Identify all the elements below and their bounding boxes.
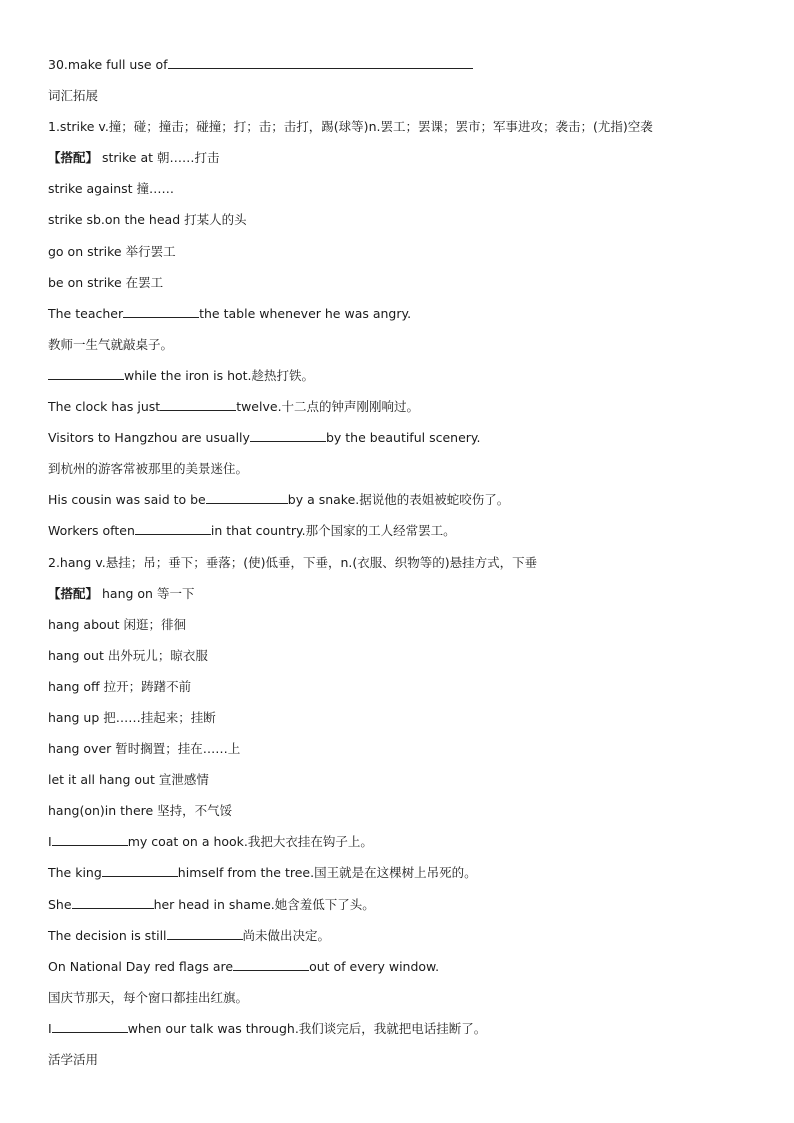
line-text: strike against 撞…… [48,181,175,197]
line-text: 30.make full use of [48,57,168,72]
fill-in-blank[interactable] [160,396,236,411]
text-line [48,1049,748,1080]
text-line [48,831,748,862]
text-line [48,645,748,676]
line-text: the table whenever he was angry. [199,305,412,321]
collocation-label: 【搭配】 [48,585,99,601]
line-text: 尚未做出决定。 [242,927,331,943]
line-text: His cousin was said to be [48,492,206,508]
text-line [48,738,748,769]
text-line [48,489,748,520]
line-text: while the iron is hot.趁热打铁。 [124,367,315,383]
text-line [48,862,748,893]
text-line [48,116,748,147]
text-line [48,178,748,209]
line-text: strike sb.on the head 打某人的头 [48,212,247,228]
fill-in-blank[interactable] [168,54,473,69]
line-text: hang off 拉开；踌躇不前 [48,678,192,694]
text-line [48,1018,748,1049]
line-text: The king [48,865,102,881]
text-line [48,676,748,707]
text-line [48,987,748,1018]
line-text: The clock has just [48,399,161,415]
line-text: Workers often [48,523,135,539]
line-text: 1.strike v.撞；碰；撞击；碰撞；打；击；击打，踢(球等)n.罢工；罢课；罢市；军事进攻；袭击；(尤指)空袭 [48,119,653,135]
text-line [48,894,748,925]
line-text: hang up 把……挂起来；挂断 [48,709,216,725]
text-line [48,334,748,365]
text-line [48,396,748,427]
line-text: my coat on a hook.我把大衣挂在钩子上。 [127,834,373,850]
collocation-label: 【搭配】 [48,150,99,166]
line-text: 词汇拓展 [48,88,99,104]
line-text: I [48,834,52,850]
line-text: 到杭州的游客常被那里的美景迷住。 [48,461,249,477]
text-line [48,85,748,116]
line-text: her head in shame.她含羞低下了头。 [153,896,375,912]
fill-in-blank[interactable] [123,303,199,318]
line-text: The teacher [48,305,124,321]
text-line [48,54,748,85]
line-text: himself from the tree.国王就是在这棵树上吊死的。 [177,865,477,881]
fill-in-blank[interactable] [206,489,288,504]
line-text: 活学活用 [48,1052,99,1067]
line-text: The decision is still [48,927,167,943]
line-text: twelve.十二点的钟声刚刚响过。 [236,399,420,415]
text-line [48,956,748,987]
text-line [48,209,748,240]
fill-in-blank[interactable] [72,894,154,909]
document-page [48,54,748,1080]
line-text: 2.hang v.悬挂；吊；垂下；垂落；(使)低垂，下垂，n.(衣服、织物等的)悬挂方式，下垂 [48,554,538,570]
line-text: be on strike 在罢工 [48,274,164,290]
line-text: 教师一生气就敲桌子。 [48,336,174,352]
text-line [48,520,748,551]
line-text: hang about 闲逛；徘徊 [48,616,186,632]
line-text: I [48,1020,52,1036]
text-line [48,552,748,583]
line-text: Visitors to Hangzhou are usually [48,430,250,446]
line-text: in that country.那个国家的工人经常罢工。 [210,523,456,539]
fill-in-blank[interactable] [102,862,178,877]
text-line [48,800,748,831]
fill-in-blank[interactable] [52,831,128,846]
text-line [48,365,748,396]
fill-in-blank[interactable] [233,956,309,971]
line-text: strike at 朝……打击 [98,150,220,166]
text-line [48,427,748,458]
text-line [48,707,748,738]
text-line [48,303,748,334]
line-text: hang out 出外玩儿；晾衣服 [48,647,208,663]
line-text: let it all hang out 宣泄感情 [48,772,209,788]
line-text: 国庆节那天，每个窗口都挂出红旗。 [48,989,249,1005]
line-text: when our talk was through.我们谈完后，我就把电话挂断了。 [127,1020,487,1036]
fill-in-blank[interactable] [52,1018,128,1033]
fill-in-blank[interactable] [167,925,243,940]
line-text: out of every window. [309,958,440,974]
text-line [48,272,748,303]
text-line [48,769,748,800]
text-line [48,583,748,614]
text-line [48,458,748,489]
line-text: hang(on)in there 坚持，不气馁 [48,803,233,819]
line-text: She [48,896,72,912]
text-line [48,925,748,956]
text-line [48,614,748,645]
text-line [48,241,748,272]
line-text: go on strike 举行罢工 [48,243,176,259]
fill-in-blank[interactable] [250,427,326,442]
line-text: On National Day red flags are [48,958,234,974]
line-text: by the beautiful scenery. [325,430,481,446]
line-text: by a snake.据说他的表姐被蛇咬伤了。 [287,492,510,508]
text-line [48,147,748,178]
line-text: hang over 暂时搁置；挂在……上 [48,741,241,757]
fill-in-blank[interactable] [135,520,211,535]
line-text: hang on 等一下 [98,585,195,601]
fill-in-blank[interactable] [48,365,124,380]
